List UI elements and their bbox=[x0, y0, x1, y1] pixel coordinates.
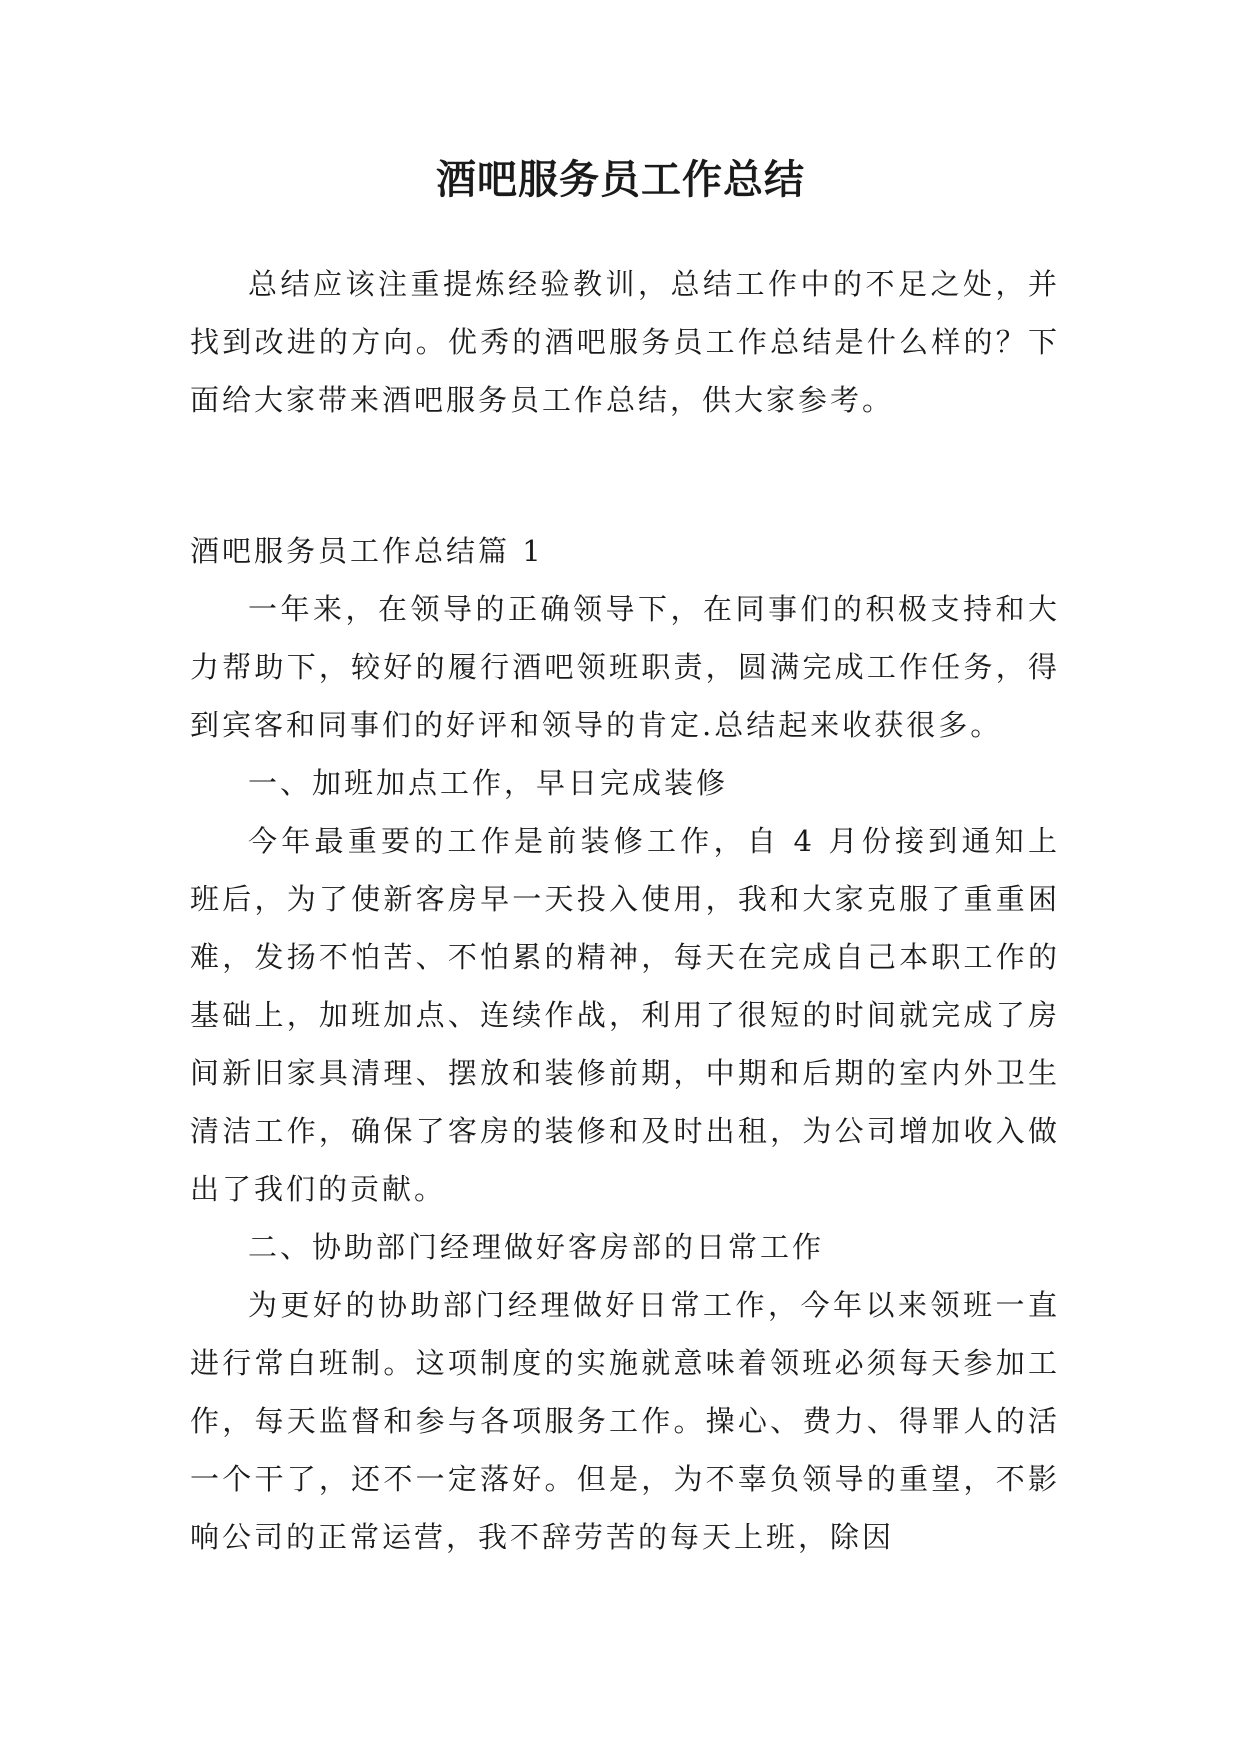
section-block bbox=[190, 522, 1060, 1566]
subheading-2: 二、协助部门经理做好客房部的日常工作 bbox=[248, 1230, 825, 1264]
section-title: 酒吧服务员工作总结篇 1 bbox=[190, 534, 544, 568]
intro-block bbox=[190, 255, 1060, 429]
body-paragraph-1: 一年来，在领导的正确领导下，在同事们的积极支持和大力帮助下，较好的履行酒吧领班职责，圆满完成工作任务，得到宾客和同事们的好评和领导的肯定.总结起来收获很多。 bbox=[190, 592, 1060, 742]
body-paragraph-3: 为更好的协助部门经理做好日常工作，今年以来领班一直进行常白班制。这项制度的实施就意味着领班必须每天参加工作，每天监督和参与各项服务工作。操心、费力、得罪人的活一个干了，还不一定落好。但是，为不辜负领导的重望，不影响公司的正常运营，我不辞劳苦的每天上班，除因 bbox=[190, 1288, 1060, 1554]
intro-paragraph: 总结应该注重提炼经验教训，总结工作中的不足之处，并找到改进的方向。优秀的酒吧服务员工作总结是什么样的？下面给大家带来酒吧服务员工作总结，供大家参考。 bbox=[190, 267, 1060, 417]
body-paragraph-2: 今年最重要的工作是前装修工作，自 4 月份接到通知上班后，为了使新客房早一天投入使用，我和大家克服了重重困难，发扬不怕苦、不怕累的精神，每天在完成自己本职工作的基础上，加班加点、连续作战，利用了很短的时间就完成了房间新旧家具清理、摆放和装修前期，中期和后期的室内外卫生清洁工作，确保了客房的装修和及时出租，为公司增加收入做出了我们的贡献。 bbox=[190, 824, 1060, 1206]
document-title: 酒吧服务员工作总结 bbox=[436, 156, 805, 203]
subheading-1: 一、加班加点工作，早日完成装修 bbox=[248, 766, 729, 800]
